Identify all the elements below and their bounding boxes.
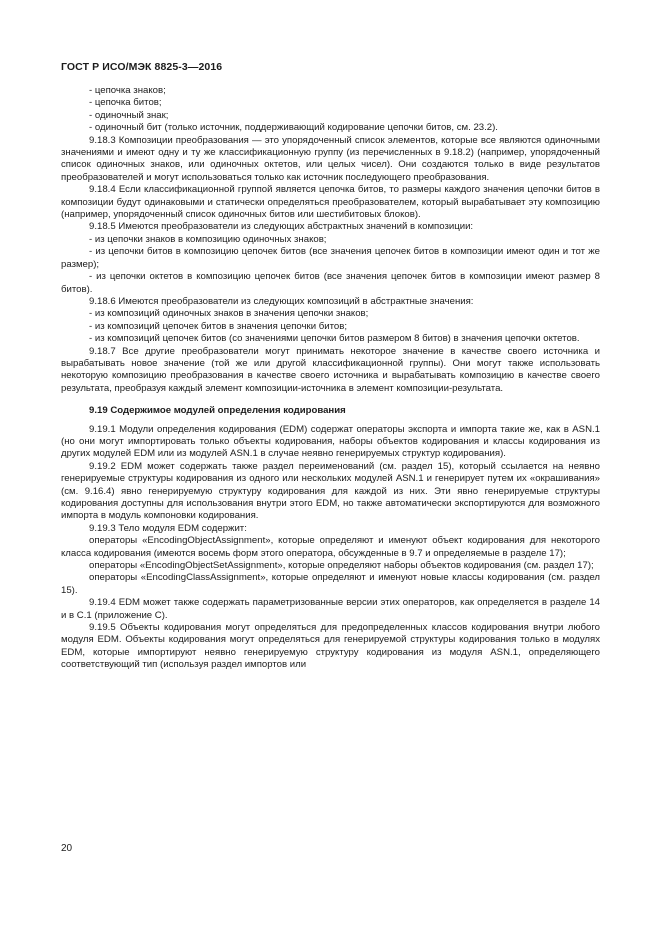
paragraph: 9.18.6 Имеются преобразователи из следующих композиций в абстрактные значения: bbox=[89, 295, 474, 307]
document-body bbox=[61, 85, 600, 672]
paragraph: операторы «EncodingClassAssignment», которые определяют и именуют новые классы кодирования (см. раздел 15). bbox=[61, 572, 600, 596]
paragraph: 9.18.3 Композиции преобразования — это упорядоченный список элементов, которые все являются одиночными значениями и имеют одну и ту же классификационную группу (из перечисленных в 9.18.2) (например, упорядоченный список одиночных знаков, или одиночных октетов, или целых чисел). Они создаются только в виде результатов преобразователей и могут использоваться только как источник последующего преобразования. bbox=[61, 134, 600, 183]
paragraph: 9.19.1 Модули определения кодирования (EDM) содержат операторы экспорта и импорта такие же, как в ASN.1 (но они могут импортировать только объекты кодирования, наборы объектов кодирования и классы кодирования из других модулей EDM или из модулей ASN.1 в случае неявно генерируемых структур кодирования). bbox=[61, 423, 600, 460]
paragraph: 9.19.4 EDM может также содержать параметризованные версии этих операторов, как определяется в разделе 14 и в С.1 (приложение С). bbox=[61, 597, 600, 621]
paragraph: 9.19.3 Тело модуля EDM содержит: bbox=[89, 522, 247, 534]
paragraph: 9.18.4 Если классификационной группой является цепочка битов, то размеры каждого значения цепочки битов в композиции будут одинаковыми и статически определяться преобразователем, который вырабатывает эту композицию (например, упорядоченный список одиночных битов или шестибитовых блоков). bbox=[61, 184, 600, 221]
list-item: - одиночный знак; bbox=[89, 109, 169, 121]
list-item: - из цепочки октетов в композицию цепочек битов (все значения цепочек битов в композиции имеют размер 8 битов). bbox=[61, 271, 600, 295]
paragraph: 9.18.5 Имеются преобразователи из следующих абстрактных значений в композиции: bbox=[89, 221, 474, 233]
paragraph: 9.18.7 Все другие преобразователи могут принимать некоторое значение в качестве своего источника и вырабатывать новое значение (той же или другой классификационной группы). Они могут также использовать некоторую композицию преобразования в качестве своего источника и вырабатывать композицию в качестве своего результата, преобразуя каждый элемент композиции-источника в элемент композиции-результата. bbox=[61, 345, 600, 394]
paragraph: 9.19.2 EDM может содержать также раздел переименований (см. раздел 15), который ссылается на неявно генерируемые структуры кодирования из одного или нескольких модулей ASN.1 и генерирует путем их «окрашивания» (см. 9.16.4) явно генерируемую структуру кодирования для каждой из них. Эти явно генерируемые структуры кодирования доступны для использования внутри этого EDM, но также автоматически экспортируются для возможного импорта в модуль компоновки кодирования. bbox=[61, 460, 600, 522]
list-item: - из цепочки знаков в композицию одиночных знаков; bbox=[89, 233, 327, 245]
paragraph: операторы «EncodingObjectSetAssignment», которые определяют наборы объектов кодирования (см. раздел 17); bbox=[89, 560, 594, 572]
list-item: - из цепочки битов в композицию цепочек битов (все значения цепочек битов в композиции имеют один и тот же размер); bbox=[61, 246, 600, 270]
paragraph: 9.19.5 Объекты кодирования могут определяться для предопределенных классов кодирования внутри любого модуля EDM. Объекты кодирования могут определяться для генерируемой структуры кодирования только в модулях EDM, которые импортируют неявно генерируемую структуру кодирования из модуля ASN.1, определяющего соответствующий тип (используя раздел импортов или bbox=[61, 622, 600, 671]
list-item: - из композиций одиночных знаков в значения цепочки знаков; bbox=[89, 308, 369, 320]
list-item: - из композиций цепочек битов в значения цепочки битов; bbox=[89, 320, 347, 332]
section-heading: 9.19 Содержимое модулей определения кодирования bbox=[89, 405, 346, 417]
paragraph: операторы «EncodingObjectAssignment», которые определяют и именуют объект кодирования для некоторого класса кодирования (имеются восемь форм этого оператора, обсужденные в 9.7 и определяемые в разделе 17); bbox=[61, 535, 600, 559]
list-item: - цепочка битов; bbox=[89, 97, 162, 109]
list-item: - из композиций цепочек битов (со значениями цепочки битов размером 8 битов) в значения цепочки октетов. bbox=[89, 333, 580, 345]
list-item: - одиночный бит (только источник, поддерживающий кодирование цепочки битов, см. 23.2). bbox=[89, 122, 498, 134]
list-item: - цепочка знаков; bbox=[89, 85, 166, 96]
document-header: ГОСТ Р ИСО/МЭК 8825-3—2016 bbox=[61, 61, 223, 73]
page-number: 20 bbox=[61, 843, 73, 854]
